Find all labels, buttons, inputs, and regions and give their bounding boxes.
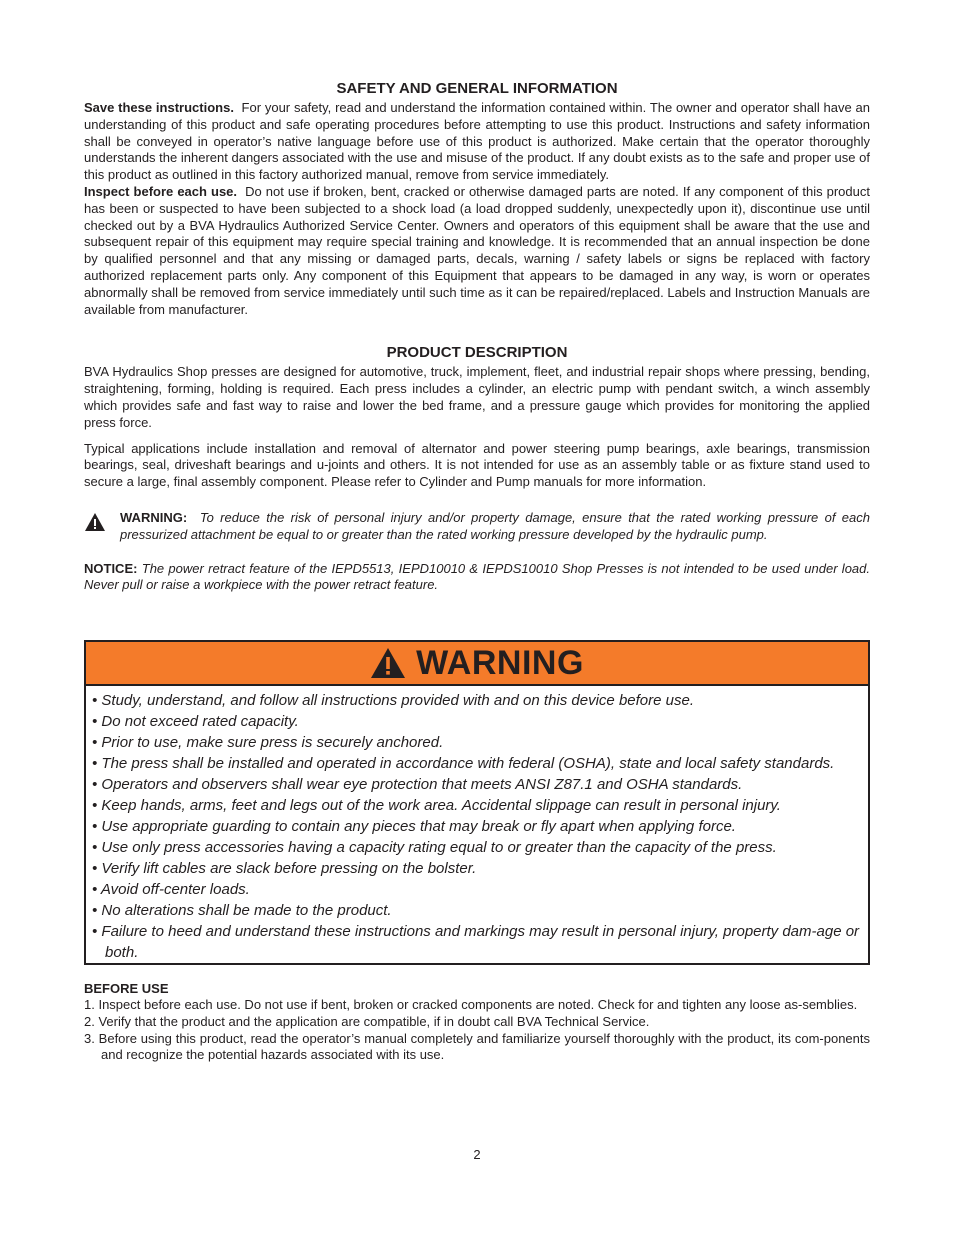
list-item: • Use appropriate guarding to contain any pieces that may break or fly apart when applying force.	[92, 818, 736, 835]
safety-heading: SAFETY AND GENERAL INFORMATION	[336, 80, 618, 97]
page-body	[84, 80, 870, 594]
list-item: • No alterations shall be made to the product.	[92, 902, 392, 919]
page-number: 2	[473, 1147, 481, 1162]
list-item: 2. Verify that the product and the application are compatible, if in doubt call BVA Technical Service.	[84, 1013, 650, 1029]
product-paragraph-2: Typical applications include installation and removal of alternator and power steering pump bearings, axle bearings, transmission bearings, seal, driveshaft bearings and u-joints and others. It is not intended for use as an assembly table or as fixture stand used to secure a large, final assembly component. Please refer to Cylinder and Pump manuals for more information.	[84, 440, 870, 490]
inline-warning-lead: WARNING:	[120, 509, 188, 525]
inline-warning-text: To reduce the risk of personal injury and/or property damage, ensure that the rated working pressure of each pressurized attachment be equal to or greater than the rated working pressure developed by the hydraulic pump.	[120, 509, 870, 542]
warning-box-header	[86, 642, 868, 686]
inline-warning	[84, 510, 870, 544]
notice-lead: NOTICE:	[84, 560, 138, 576]
before-use-list	[84, 997, 870, 1064]
list-item: 3. Before using this product, read the operator’s manual completely and familiarize yourself thoroughly with the product, its com-ponents and recognize the potential hazards associated with its use.	[84, 1030, 870, 1063]
warning-box	[84, 640, 870, 965]
warning-triangle-icon	[84, 512, 106, 532]
save-instructions-lead: Save these instructions.	[84, 100, 234, 115]
safety-paragraph-1	[84, 100, 870, 184]
safety-paragraph-2	[84, 184, 870, 318]
warning-box-title: WARNING	[416, 643, 584, 682]
list-item: • Study, understand, and follow all instructions provided with and on this device before use.	[92, 692, 694, 709]
before-use-heading: BEFORE USE	[84, 981, 169, 996]
list-item: 1. Inspect before each use. Do not use if bent, broken or cracked components are noted. Check for and tighten any loose as-semblies.	[84, 997, 858, 1012]
warning-triangle-icon	[370, 647, 406, 679]
list-item: • Avoid off-center loads.	[92, 881, 250, 898]
list-item: • Do not exceed rated capacity.	[92, 713, 299, 730]
safety-paragraph-1-text: For your safety, read and understand the information contained within. The owner and operator shall have an understanding of this product and safe operating procedures before attempting to use this product. Instructions and safety information shall be conveyed in operator’s native language before use of this product is authorized. Make certain that the operator thoroughly understands the inherent dangers associated with the use and misuse of the product. If any doubt exists as to the safe and proper use of this product as outlined in this factory authorized manual, remove from service immediately.	[84, 100, 870, 183]
product-paragraph-1: BVA Hydraulics Shop presses are designed for automotive, truck, implement, fleet, and industrial repair shops where pressing, bending, straightening, forming, holding is required. Each press includes a cylinder, an electric pump with pendant switch, a winch assembly which provides safe and fast way to raise and lower the bed frame, and a pressure gauge which provides for monitoring the applied press force.	[84, 364, 870, 430]
list-item: • Failure to heed and understand these instructions and markings may result in personal injury, property dam-age or both.	[92, 923, 860, 961]
notice-text: The power retract feature of the IEPD5513, IEPD10010 & IEPDS10010 Shop Presses is not intended to be used under load. Never pull or raise a workpiece with the power retract feature.	[84, 560, 870, 593]
notice	[84, 561, 870, 595]
list-item: • Use only press accessories having a capacity rating equal to or greater than the capacity of the press.	[92, 839, 777, 856]
list-item: • Keep hands, arms, feet and legs out of the work area. Accidental slippage can result in personal injury.	[92, 797, 781, 814]
list-item: • Operators and observers shall wear eye protection that meets ANSI Z87.1 and OSHA standards.	[92, 776, 743, 793]
list-item: • The press shall be installed and operated in accordance with federal (OSHA), state and local safety standards.	[92, 755, 835, 772]
warning-list	[86, 686, 868, 963]
list-item: • Prior to use, make sure press is securely anchored.	[92, 734, 444, 751]
list-item: • Verify lift cables are slack before pressing on the bolster.	[92, 860, 477, 877]
product-heading: PRODUCT DESCRIPTION	[386, 344, 568, 362]
before-use-section	[84, 980, 870, 1064]
inspect-lead: Inspect before each use.	[84, 183, 238, 199]
safety-paragraph-2-text: Do not use if broken, bent, cracked or otherwise damaged parts are noted. If any component of this product has been or suspected to have been subjected to a shock load (a load dropped suddenly, unexpectedly upon it), discontinue use until checked out by a BVA Hydraulics Authorized Service Center. Owners and operators of this equipment shall be aware that the use and subsequent repair of this equipment may require special training and knowledge. It is recommended that an annual inspection be done by qualified personnel and that any missing or damaged parts, decals, warning / safety labels or signs be replaced with factory authorized replacement parts only. Any component of this Equipment that appears to be damaged in any way, is worn or operates abnormally shall be removed from service immediately until such time as it can be repaired/replaced. Labels and Instruction Manuals are available from manufacturer.	[84, 183, 870, 317]
